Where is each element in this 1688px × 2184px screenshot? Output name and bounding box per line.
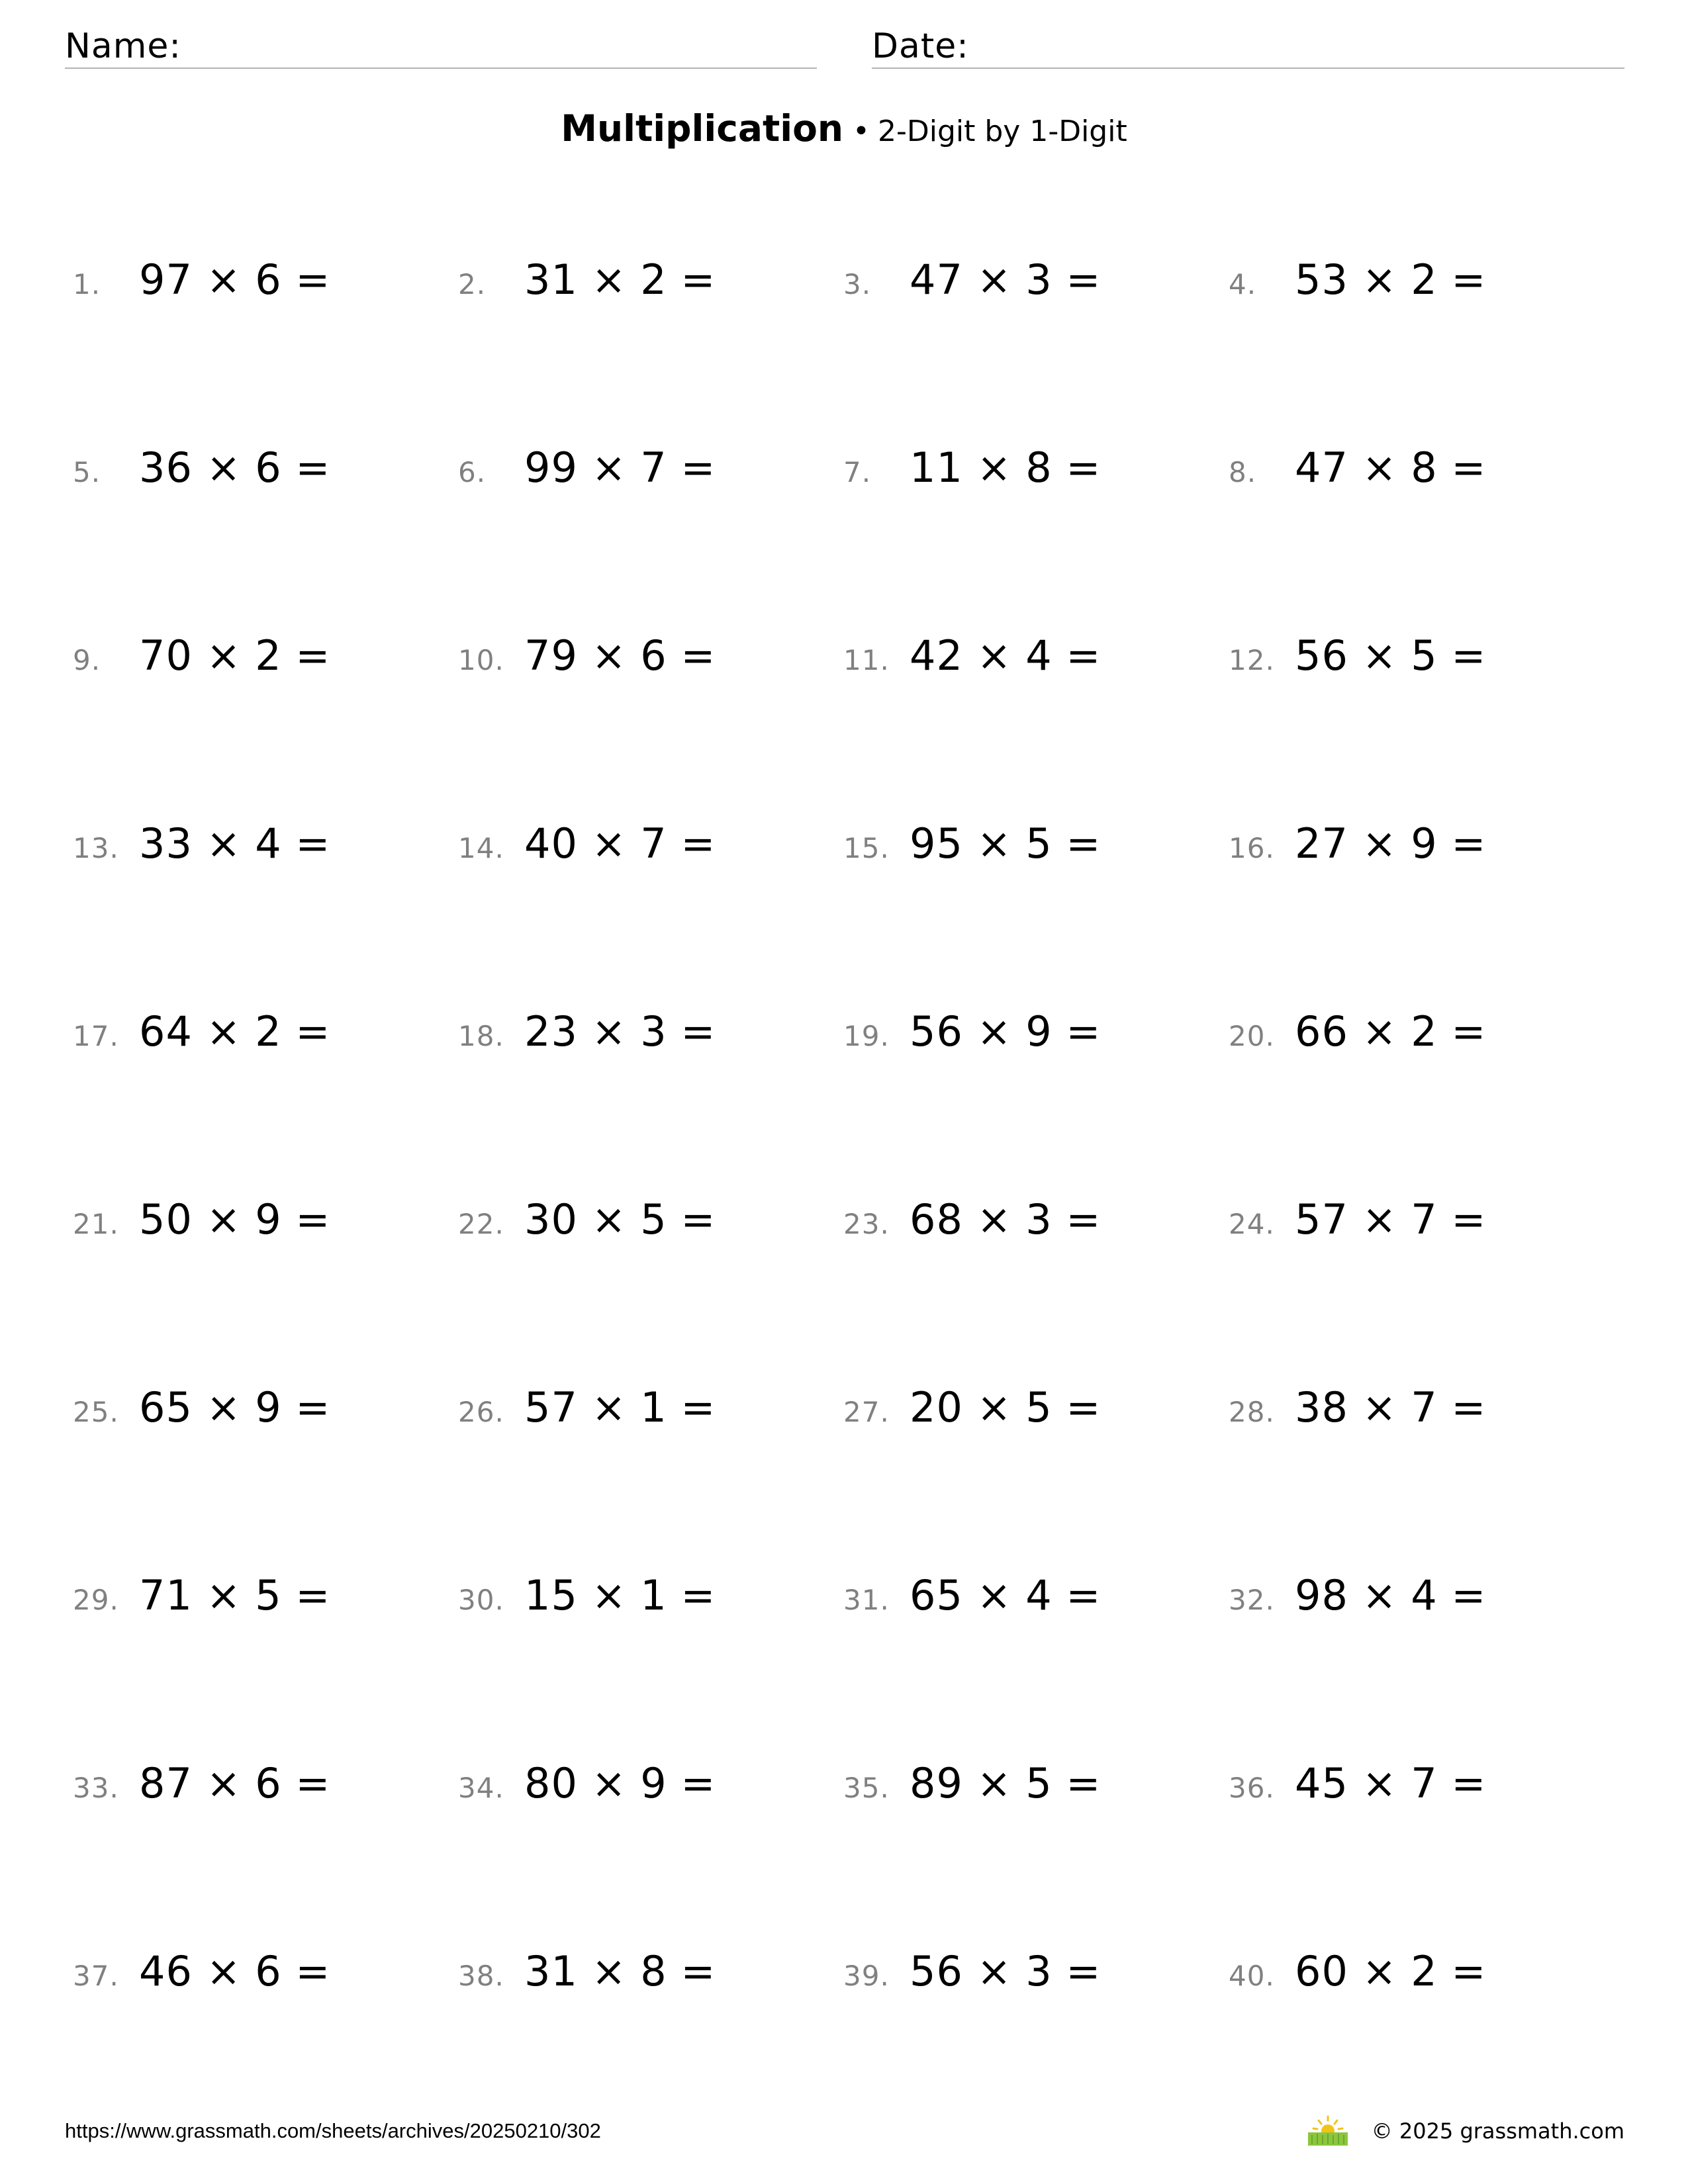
- problem-number: 21.: [73, 1208, 119, 1240]
- problem-number: 24.: [1229, 1208, 1275, 1240]
- problem-expression: 95 × 5 =: [910, 819, 1102, 868]
- problem-expression: 56 × 5 =: [1295, 631, 1487, 680]
- problem-expression: 46 × 6 =: [139, 1947, 331, 1995]
- problem-item: [843, 1190, 1101, 1250]
- title-subtitle: 2-Digit by 1-Digit: [878, 114, 1127, 148]
- problem-expression: 36 × 6 =: [139, 443, 331, 492]
- problem-item: [1229, 438, 1486, 498]
- problem-expression: 50 × 9 =: [139, 1195, 331, 1244]
- problem-number: 3.: [843, 268, 872, 300]
- problem-expression: 70 × 2 =: [139, 631, 331, 680]
- problem-expression: 33 × 4 =: [139, 819, 331, 868]
- problem-number: 39.: [843, 1960, 890, 1992]
- problem-item: [843, 1566, 1101, 1625]
- problem-expression: 68 × 3 =: [910, 1195, 1102, 1244]
- problem-expression: 53 × 2 =: [1295, 255, 1487, 304]
- problem-item: [1229, 1002, 1486, 1062]
- problem-number: 20.: [1229, 1020, 1275, 1052]
- title-bullet: •: [853, 114, 870, 148]
- problem-item: [73, 814, 330, 874]
- problem-expression: 65 × 9 =: [139, 1383, 331, 1432]
- problem-expression: 97 × 6 =: [139, 255, 331, 304]
- problem-number: 9.: [73, 644, 101, 676]
- problem-expression: 66 × 2 =: [1295, 1007, 1487, 1056]
- problem-number: 17.: [73, 1020, 119, 1052]
- date-field: [872, 24, 1624, 69]
- problem-number: 8.: [1229, 456, 1257, 488]
- problem-item: [843, 1754, 1101, 1813]
- problem-expression: 57 × 7 =: [1295, 1195, 1487, 1244]
- problem-item: [73, 1566, 330, 1625]
- problem-number: 28.: [1229, 1396, 1275, 1428]
- problem-number: 38.: [458, 1960, 504, 1992]
- problem-number: 7.: [843, 456, 872, 488]
- problem-expression: 23 × 3 =: [524, 1007, 716, 1056]
- problem-expression: 89 × 5 =: [910, 1759, 1102, 1807]
- problem-item: [843, 1378, 1101, 1437]
- problem-number: 33.: [73, 1772, 119, 1804]
- problem-item: [73, 438, 330, 498]
- name-label: Name:: [65, 26, 181, 66]
- problem-item: [458, 626, 716, 686]
- problem-expression: 15 × 1 =: [524, 1571, 716, 1619]
- problem-item: [1229, 1378, 1486, 1437]
- problem-expression: 31 × 8 =: [524, 1947, 716, 1995]
- problem-item: [458, 1942, 716, 2001]
- problem-number: 18.: [458, 1020, 504, 1052]
- problem-number: 15.: [843, 832, 890, 864]
- problem-number: 5.: [73, 456, 101, 488]
- problem-expression: 80 × 9 =: [524, 1759, 716, 1807]
- problem-item: [458, 1002, 716, 1062]
- problem-expression: 27 × 9 =: [1295, 819, 1487, 868]
- problem-expression: 99 × 7 =: [524, 443, 716, 492]
- problem-expression: 45 × 7 =: [1295, 1759, 1487, 1807]
- problem-number: 23.: [843, 1208, 890, 1240]
- problem-number: 40.: [1229, 1960, 1275, 1992]
- name-field: [65, 24, 817, 69]
- problem-item: [1229, 626, 1486, 686]
- problem-item: [1229, 1190, 1486, 1250]
- problem-expression: 30 × 5 =: [524, 1195, 716, 1244]
- problem-number: 14.: [458, 832, 504, 864]
- title-main: Multiplication: [561, 107, 844, 150]
- problem-item: [1229, 1754, 1486, 1813]
- problem-expression: 11 × 8 =: [910, 443, 1102, 492]
- problem-item: [458, 1754, 716, 1813]
- date-label: Date:: [872, 26, 969, 66]
- problem-number: 31.: [843, 1584, 890, 1616]
- problem-number: 16.: [1229, 832, 1275, 864]
- problem-item: [458, 1190, 716, 1250]
- problem-number: 34.: [458, 1772, 504, 1804]
- problem-grid: [73, 250, 1622, 2136]
- problem-item: [73, 250, 330, 310]
- problem-item: [1229, 1942, 1486, 2001]
- problem-item: [458, 1566, 716, 1625]
- problem-expression: 64 × 2 =: [139, 1007, 331, 1056]
- problem-number: 11.: [843, 644, 890, 676]
- problem-expression: 42 × 4 =: [910, 631, 1102, 680]
- problem-item: [73, 626, 330, 686]
- problem-expression: 71 × 5 =: [139, 1571, 331, 1619]
- problem-item: [458, 250, 716, 310]
- problem-item: [73, 1942, 330, 2001]
- problem-expression: 40 × 7 =: [524, 819, 716, 868]
- problem-expression: 57 × 1 =: [524, 1383, 716, 1432]
- problem-number: 27.: [843, 1396, 890, 1428]
- problem-item: [458, 814, 716, 874]
- problem-item: [73, 1190, 330, 1250]
- problem-expression: 87 × 6 =: [139, 1759, 331, 1807]
- problem-number: 36.: [1229, 1772, 1275, 1804]
- problem-number: 2.: [458, 268, 487, 300]
- problem-number: 13.: [73, 832, 119, 864]
- problem-expression: 98 × 4 =: [1295, 1571, 1487, 1619]
- problem-expression: 31 × 2 =: [524, 255, 716, 304]
- problem-item: [843, 1002, 1101, 1062]
- problem-number: 25.: [73, 1396, 119, 1428]
- problem-number: 26.: [458, 1396, 504, 1428]
- problem-item: [843, 626, 1101, 686]
- problem-expression: 79 × 6 =: [524, 631, 716, 680]
- problem-item: [458, 1378, 716, 1437]
- problem-item: [73, 1754, 330, 1813]
- problem-item: [843, 250, 1101, 310]
- problem-expression: 56 × 9 =: [910, 1007, 1102, 1056]
- footer-brand: [1304, 2113, 1624, 2150]
- copyright-text: © 2025 grassmath.com: [1371, 2118, 1624, 2144]
- problem-item: [843, 438, 1101, 498]
- problem-item: [843, 814, 1101, 874]
- problem-expression: 20 × 5 =: [910, 1383, 1102, 1432]
- problem-number: 32.: [1229, 1584, 1275, 1616]
- problem-number: 1.: [73, 268, 101, 300]
- problem-number: 30.: [458, 1584, 504, 1616]
- problem-item: [843, 1942, 1101, 2001]
- problem-number: 12.: [1229, 644, 1275, 676]
- grass-sun-icon: [1304, 2115, 1352, 2147]
- problem-item: [1229, 814, 1486, 874]
- problem-expression: 47 × 3 =: [910, 255, 1102, 304]
- problem-item: [458, 438, 716, 498]
- problem-expression: 56 × 3 =: [910, 1947, 1102, 1995]
- problem-number: 37.: [73, 1960, 119, 1992]
- problem-item: [1229, 250, 1486, 310]
- footer-url: https://www.grassmath.com/sheets/archives/20250210/302: [65, 2119, 601, 2142]
- problem-item: [1229, 1566, 1486, 1625]
- problem-expression: 60 × 2 =: [1295, 1947, 1487, 1995]
- problem-number: 19.: [843, 1020, 890, 1052]
- problem-number: 29.: [73, 1584, 119, 1616]
- problem-number: 22.: [458, 1208, 504, 1240]
- problem-expression: 47 × 8 =: [1295, 443, 1487, 492]
- problem-expression: 38 × 7 =: [1295, 1383, 1487, 1432]
- worksheet-title: [0, 103, 1688, 163]
- problem-expression: 65 × 4 =: [910, 1571, 1102, 1619]
- problem-number: 10.: [458, 644, 504, 676]
- problem-number: 4.: [1229, 268, 1257, 300]
- problem-item: [73, 1002, 330, 1062]
- problem-number: 6.: [458, 456, 487, 488]
- problem-item: [73, 1378, 330, 1437]
- problem-number: 35.: [843, 1772, 890, 1804]
